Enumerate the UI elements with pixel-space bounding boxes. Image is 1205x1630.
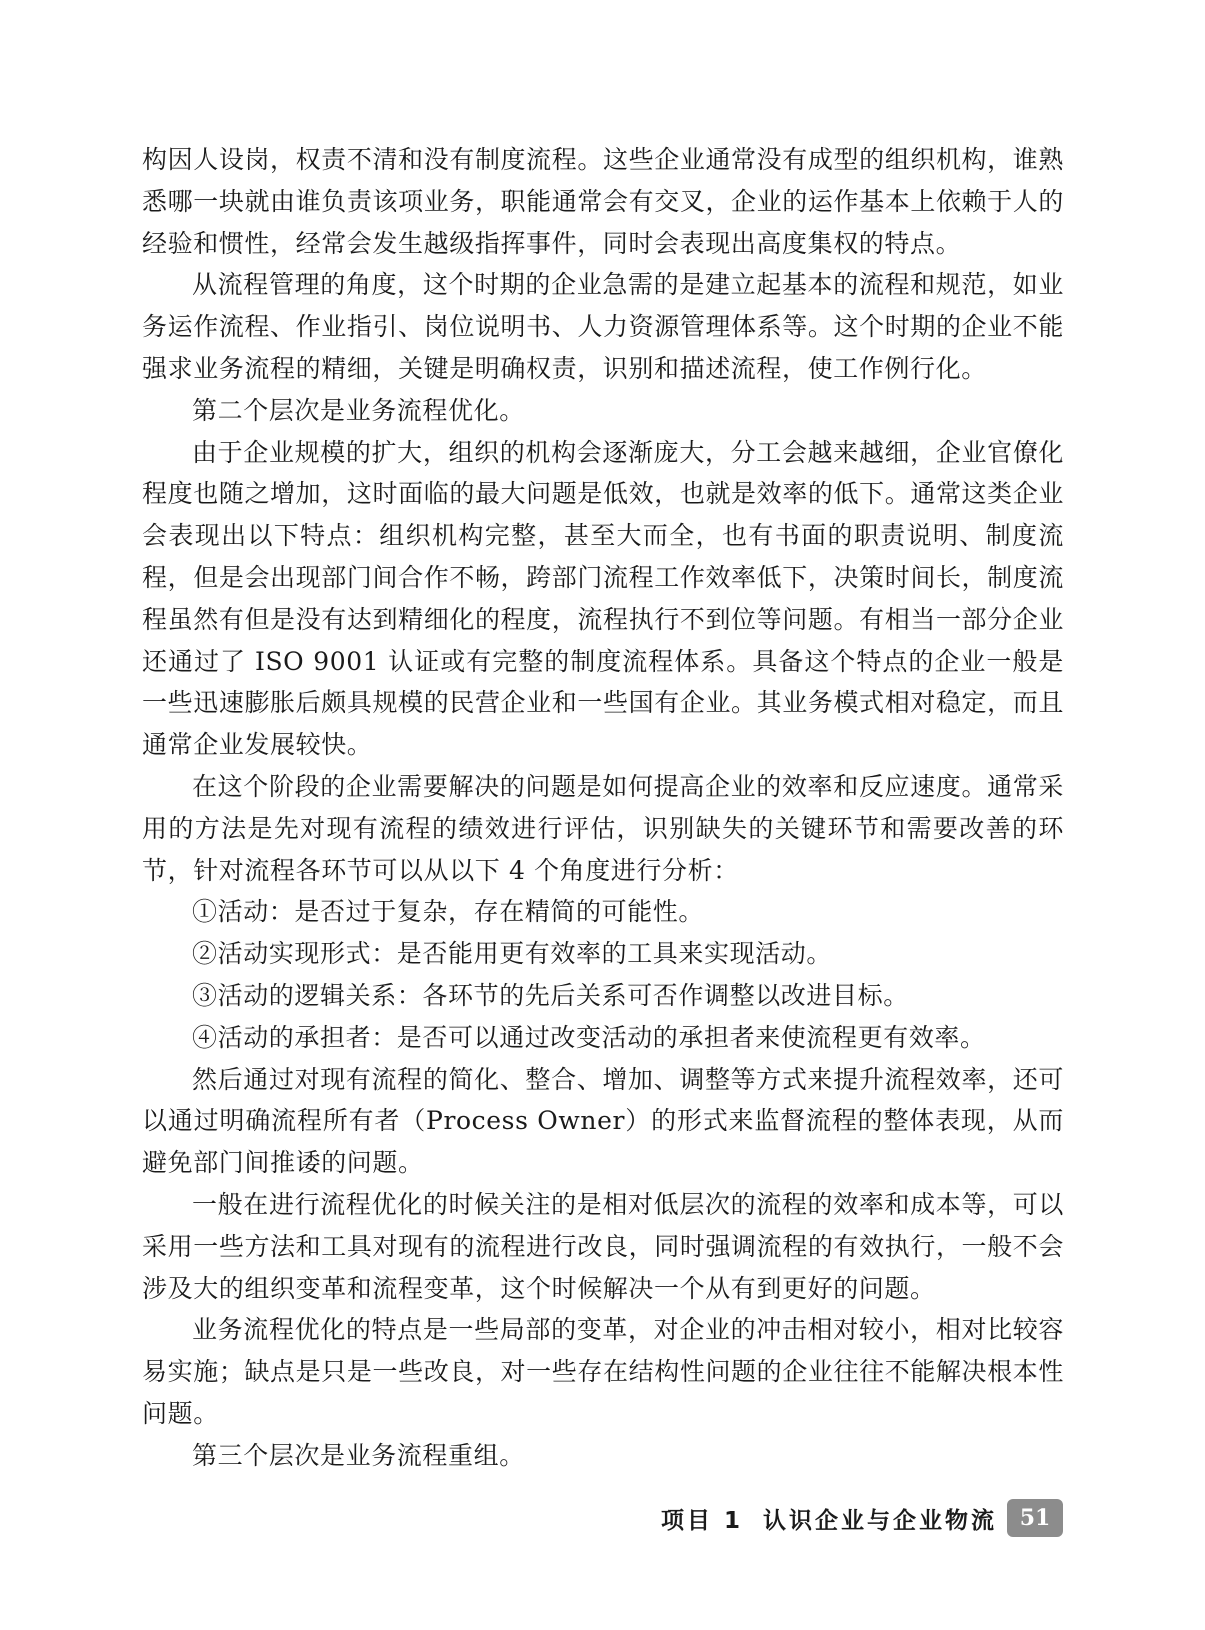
list-item-activity-logic: ③活动的逻辑关系：各环节的先后关系可否作调整以改进目标。 [192, 980, 909, 1010]
paragraph: 从流程管理的角度，这个时期的企业急需的是建立起基本的流程和规范，如业务运作流程、作业指引、岗位说明书、人力资源管理体系等。这个时期的企业不能强求业务流程的精细，关键是明确权责，识别和描述流程，使工作例行化。 [142, 270, 1064, 383]
section-heading-level-three: 第三个层次是业务流程重组。 [192, 1440, 525, 1470]
footer-project-label: 项目 1 [660, 1507, 743, 1534]
paragraph: 业务流程优化的特点是一些局部的变革，对企业的冲击相对较小，相对比较容易实施；缺点是只是一些改良，对一些存在结构性问题的企业往往不能解决根本性问题。 [142, 1315, 1064, 1428]
page-number-badge: 51 [1007, 1499, 1063, 1537]
paragraph: 由于企业规模的扩大，组织的机构会逐渐庞大，分工会越来越细，企业官僚化程度也随之增加，这时面临的最大问题是低效，也就是效率的低下。通常这类企业会表现出以下特点：组织机构完整，甚至大而全，也有书面的职责说明、制度流程，但是会出现部门间合作不畅，跨部门流程工作效率低下，决策时间长，制度流程虽然有但是没有达到精细化的程度，流程执行不到位等问题。有相当一部分企业还通过了 ISO 9001 认证或有完整的制度流程体系。具备这个特点的企业一般是一些迅速膨胀后颇具规模的民营企业和一些国有企业。其业务模式相对稳定，而且通常企业发展较快。 [142, 437, 1064, 760]
page-footer [661, 1498, 1063, 1538]
paragraph-continued: 构因人设岗，权责不清和没有制度流程。这些企业通常没有成型的组织机构，谁熟悉哪一块就由谁负责该项业务，职能通常会有交叉，企业的运作基本上依赖于人的经验和惯性，经常会发生越级指挥事件，同时会表现出高度集权的特点。 [142, 145, 1064, 258]
paragraph: 一般在进行流程优化的时候关注的是相对低层次的流程的效率和成本等，可以采用一些方法和工具对现有的流程进行改良，同时强调流程的有效执行，一般不会涉及大的组织变革和流程变革，这个时候解决一个从有到更好的问题。 [142, 1189, 1064, 1303]
list-item-activity-owner: ④活动的承担者：是否可以通过改变活动的承担者来使流程更有效率。 [192, 1022, 986, 1052]
section-heading-level-two: 第二个层次是业务流程优化。 [192, 395, 525, 425]
page-body [142, 139, 1064, 1477]
list-item-activity: ①活动：是否过于复杂，存在精简的可能性。 [192, 897, 705, 927]
paragraph: 在这个阶段的企业需要解决的问题是如何提高企业的效率和反应速度。通常采用的方法是先对现有流程的绩效进行评估，识别缺失的关键环节和需要改善的环节，针对流程各环节可以从以下 4 个角度进行分析： [142, 771, 1064, 885]
footer-chapter-title: 认识企业与企业物流 [763, 1507, 997, 1534]
list-item-activity-form: ②活动实现形式：是否能用更有效率的工具来实现活动。 [192, 939, 833, 969]
paragraph: 然后通过对现有流程的简化、整合、增加、调整等方式来提升流程效率，还可以通过明确流程所有者（Process Owner）的形式来监督流程的整体表现，从而避免部门间推诿的问题。 [142, 1064, 1064, 1178]
